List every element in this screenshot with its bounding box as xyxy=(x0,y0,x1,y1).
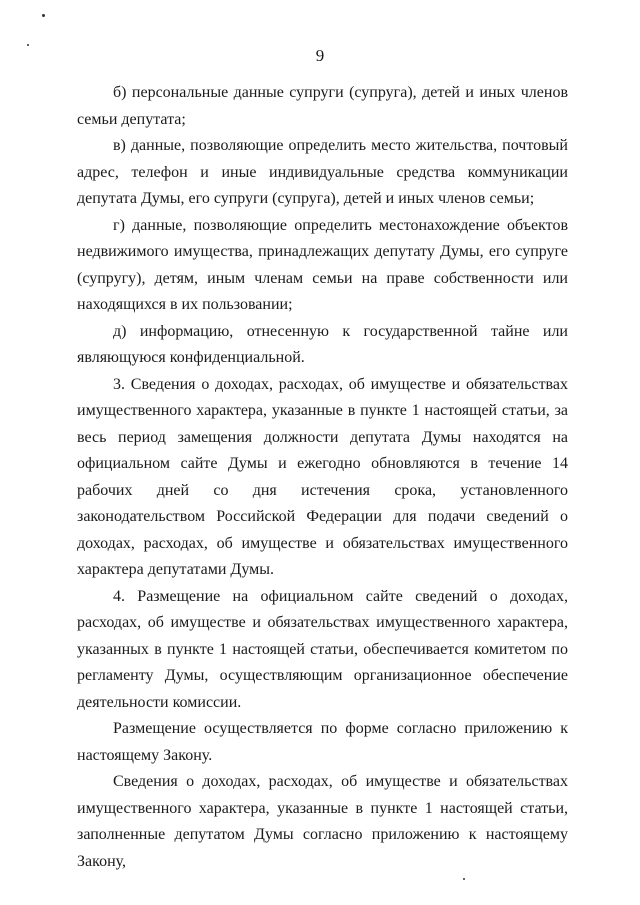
paragraph-item-3: 3. Сведения о доходах, расходах, об имуществе и обязательствах имущественного характера, указанные в пункте 1 настоящей статьи, за весь период замещения должности депутата Думы находятся на официальном сайте Думы и ежегодно обновляются в течение 14 рабочих дней со дня истечения срока, установленного законодательством Российской Федерации для подачи сведений о доходах, расходах, об имуществе и обязательствах имущественного характера депутатами Думы. xyxy=(77,375,568,578)
paragraph-info-continued: Сведения о доходах, расходах, об имуществе и обязательствах имущественного характера, указанные в пункте 1 настоящей статьи, заполненные депутатом Думы согласно приложению к настоящему Закону, xyxy=(77,773,568,870)
paragraph-v: в) данные, позволяющие определить место жительства, почтовый адрес, телефон и иные индивидуальные средства коммуникации депутата Думы, его супруги (супруга), детей и иных членов семьи; xyxy=(77,137,568,207)
paragraph-g: г) данные, позволяющие определить местонахождение объектов недвижимого имущества, принадлежащих депутату Думы, его супруге (супругу), детям, иным членам семьи на праве собственности или находящихся в их пользовании; xyxy=(77,216,568,313)
paragraph-placement-form: Размещение осуществляется по форме согласно приложению к настоящему Закону. xyxy=(77,720,568,764)
document-body xyxy=(77,80,568,875)
scan-speck xyxy=(42,14,45,17)
page-number: 9 xyxy=(315,46,325,65)
scan-speck xyxy=(463,878,465,880)
paragraph-d: д) информацию, отнесенную к государственной тайне или являющуюся конфиденциальной. xyxy=(77,322,568,366)
scan-speck xyxy=(27,44,29,46)
paragraph-b: б) персональные данные супруги (супруга), детей и иных членов семьи депутата; xyxy=(77,84,568,128)
paragraph-item-4: 4. Размещение на официальном сайте сведений о доходах, расходах, об имуществе и обязательствах имущественного характера, указанных в пункте 1 настоящей статьи, обеспечивается комитетом по регламенту Думы, осуществляющим организационное обеспечение деятельности комиссии. xyxy=(77,587,568,711)
